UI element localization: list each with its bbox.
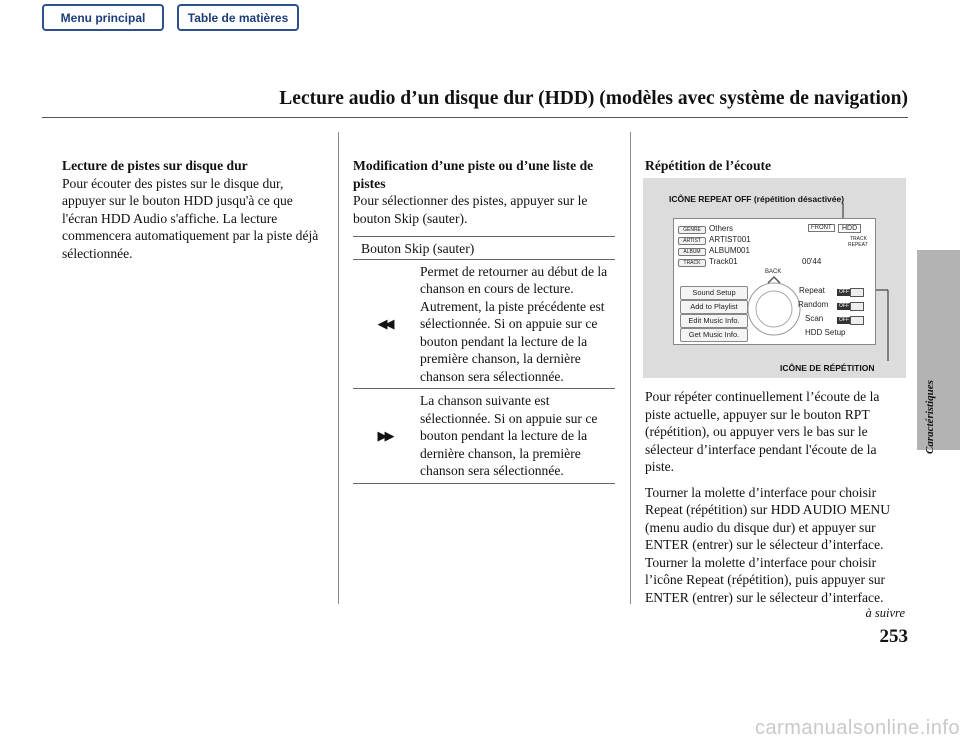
header-divider <box>42 117 908 118</box>
random-icon <box>850 302 864 311</box>
skip-forward-icon: ▶▶ <box>353 389 416 484</box>
track-value: Track01 <box>709 257 738 266</box>
body-paragraph: Pour écouter des pistes sur le disque dur, appuyer sur le bouton HDD jusqu'à ce que l'écran HDD Audio s'affiche. La lecture commencera automatiquement par la piste déjà sélectionnée. <box>62 175 319 261</box>
main-menu-button[interactable]: Menu principal <box>42 4 164 31</box>
repeat-icon <box>850 288 864 297</box>
page-number: 253 <box>879 626 908 647</box>
album-value: ALBUM001 <box>709 246 750 255</box>
scan-off-badge: OFF <box>839 317 849 323</box>
column-3 <box>645 157 907 175</box>
table-cell: Permet de retourner au début de la chanson en cours de lecture. Autrement, la piste précédente est sélectionnée. Si on appuie sur ce bouton pendant la lecture de la première chanson, la dernière chanson sera sélectionnée. <box>416 259 615 389</box>
menu-hdd-setup: HDD Setup <box>805 328 846 337</box>
menu-random: Random <box>798 300 829 309</box>
genre-value: Others <box>709 224 734 233</box>
column-3-body <box>645 388 907 606</box>
body-paragraph: Pour répéter continuellement l’écoute de la piste actuelle, appuyer sur le bouton RPT (répétition), ou appuyer vers le bas sur le sélecteur d’interface pendant l'écoute de la piste. <box>645 389 880 474</box>
menu-edit-music-info: Edit Music Info. <box>680 314 748 328</box>
artist-value: ARTIST001 <box>709 235 751 244</box>
body-paragraph: Tourner la molette d’interface pour choisir Repeat (répétition) sur HDD AUDIO MENU (menu audio du disque dur) et appuyer sur ENTER (entrer) sur le sélecteur d’interface. Tourner la molette d’interface pour choisir l’icône Repeat (répétition), puis appuyer sur ENTER (entrer) sur le sélecteur d’interface. <box>645 484 891 605</box>
genre-tag: GENRE <box>678 226 706 234</box>
column-2 <box>353 157 615 227</box>
table-cell: La chanson suivante est sélectionnée. Si on appuie sur ce bouton pendant la lecture de la dernière chanson, la première chanson sera sélectionnée. <box>416 389 615 484</box>
interface-dial-icon <box>746 275 802 337</box>
table-header: Bouton Skip (sauter) <box>353 237 615 260</box>
callout-repeat-off: ICÔNE REPEAT OFF (répétition désactivée) <box>669 194 845 204</box>
page-title: Lecture audio d’un disque dur (HDD) (modèles avec système de navigation) <box>279 88 908 109</box>
menu-repeat: Repeat <box>799 286 825 295</box>
hdd-source-label: HDD <box>838 224 861 233</box>
track-tag: TRACK <box>678 259 706 267</box>
album-tag: ALBUM <box>678 248 706 256</box>
column-divider <box>630 132 631 604</box>
body-paragraph: Pour sélectionner des pistes, appuyer sur le bouton Skip (sauter). <box>353 193 588 226</box>
table-row <box>353 259 615 389</box>
hdd-audio-screen <box>673 218 876 345</box>
artist-tag: ARTIST <box>678 237 706 245</box>
front-label: FRONT <box>808 224 835 232</box>
section-tab-label: Caractéristiques <box>924 380 936 454</box>
back-label: BACK <box>765 269 782 275</box>
section-heading: Lecture de pistes sur disque dur <box>62 158 248 173</box>
elapsed-time: 00'44 <box>802 257 822 266</box>
mode-track-label: TRACK <box>850 236 867 242</box>
repeat-off-badge: OFF <box>839 289 849 295</box>
callout-repeat-icon: ICÔNE DE RÉPÉTITION <box>780 363 875 373</box>
column-1 <box>62 157 320 262</box>
section-heading: Répétition de l’écoute <box>645 158 772 173</box>
menu-sound-setup: Sound Setup <box>680 286 748 300</box>
menu-scan: Scan <box>805 314 824 323</box>
continued-label: à suivre <box>865 606 905 620</box>
table-of-contents-button[interactable]: Table de matières <box>177 4 299 31</box>
column-divider <box>338 132 339 604</box>
skip-back-icon: ◀◀ <box>353 259 416 389</box>
menu-get-music-info: Get Music Info. <box>680 328 748 342</box>
skip-button-table <box>353 236 615 484</box>
mode-repeat-label: REPEAT <box>848 242 868 248</box>
table-row <box>353 389 615 484</box>
scan-icon <box>850 316 864 325</box>
random-off-badge: OFF <box>839 303 849 309</box>
menu-add-to-playlist: Add to Playlist <box>680 300 748 314</box>
section-heading: Modification d’une piste ou d’une liste de pistes <box>353 158 594 191</box>
watermark: carmanualsonline.info <box>754 717 960 739</box>
